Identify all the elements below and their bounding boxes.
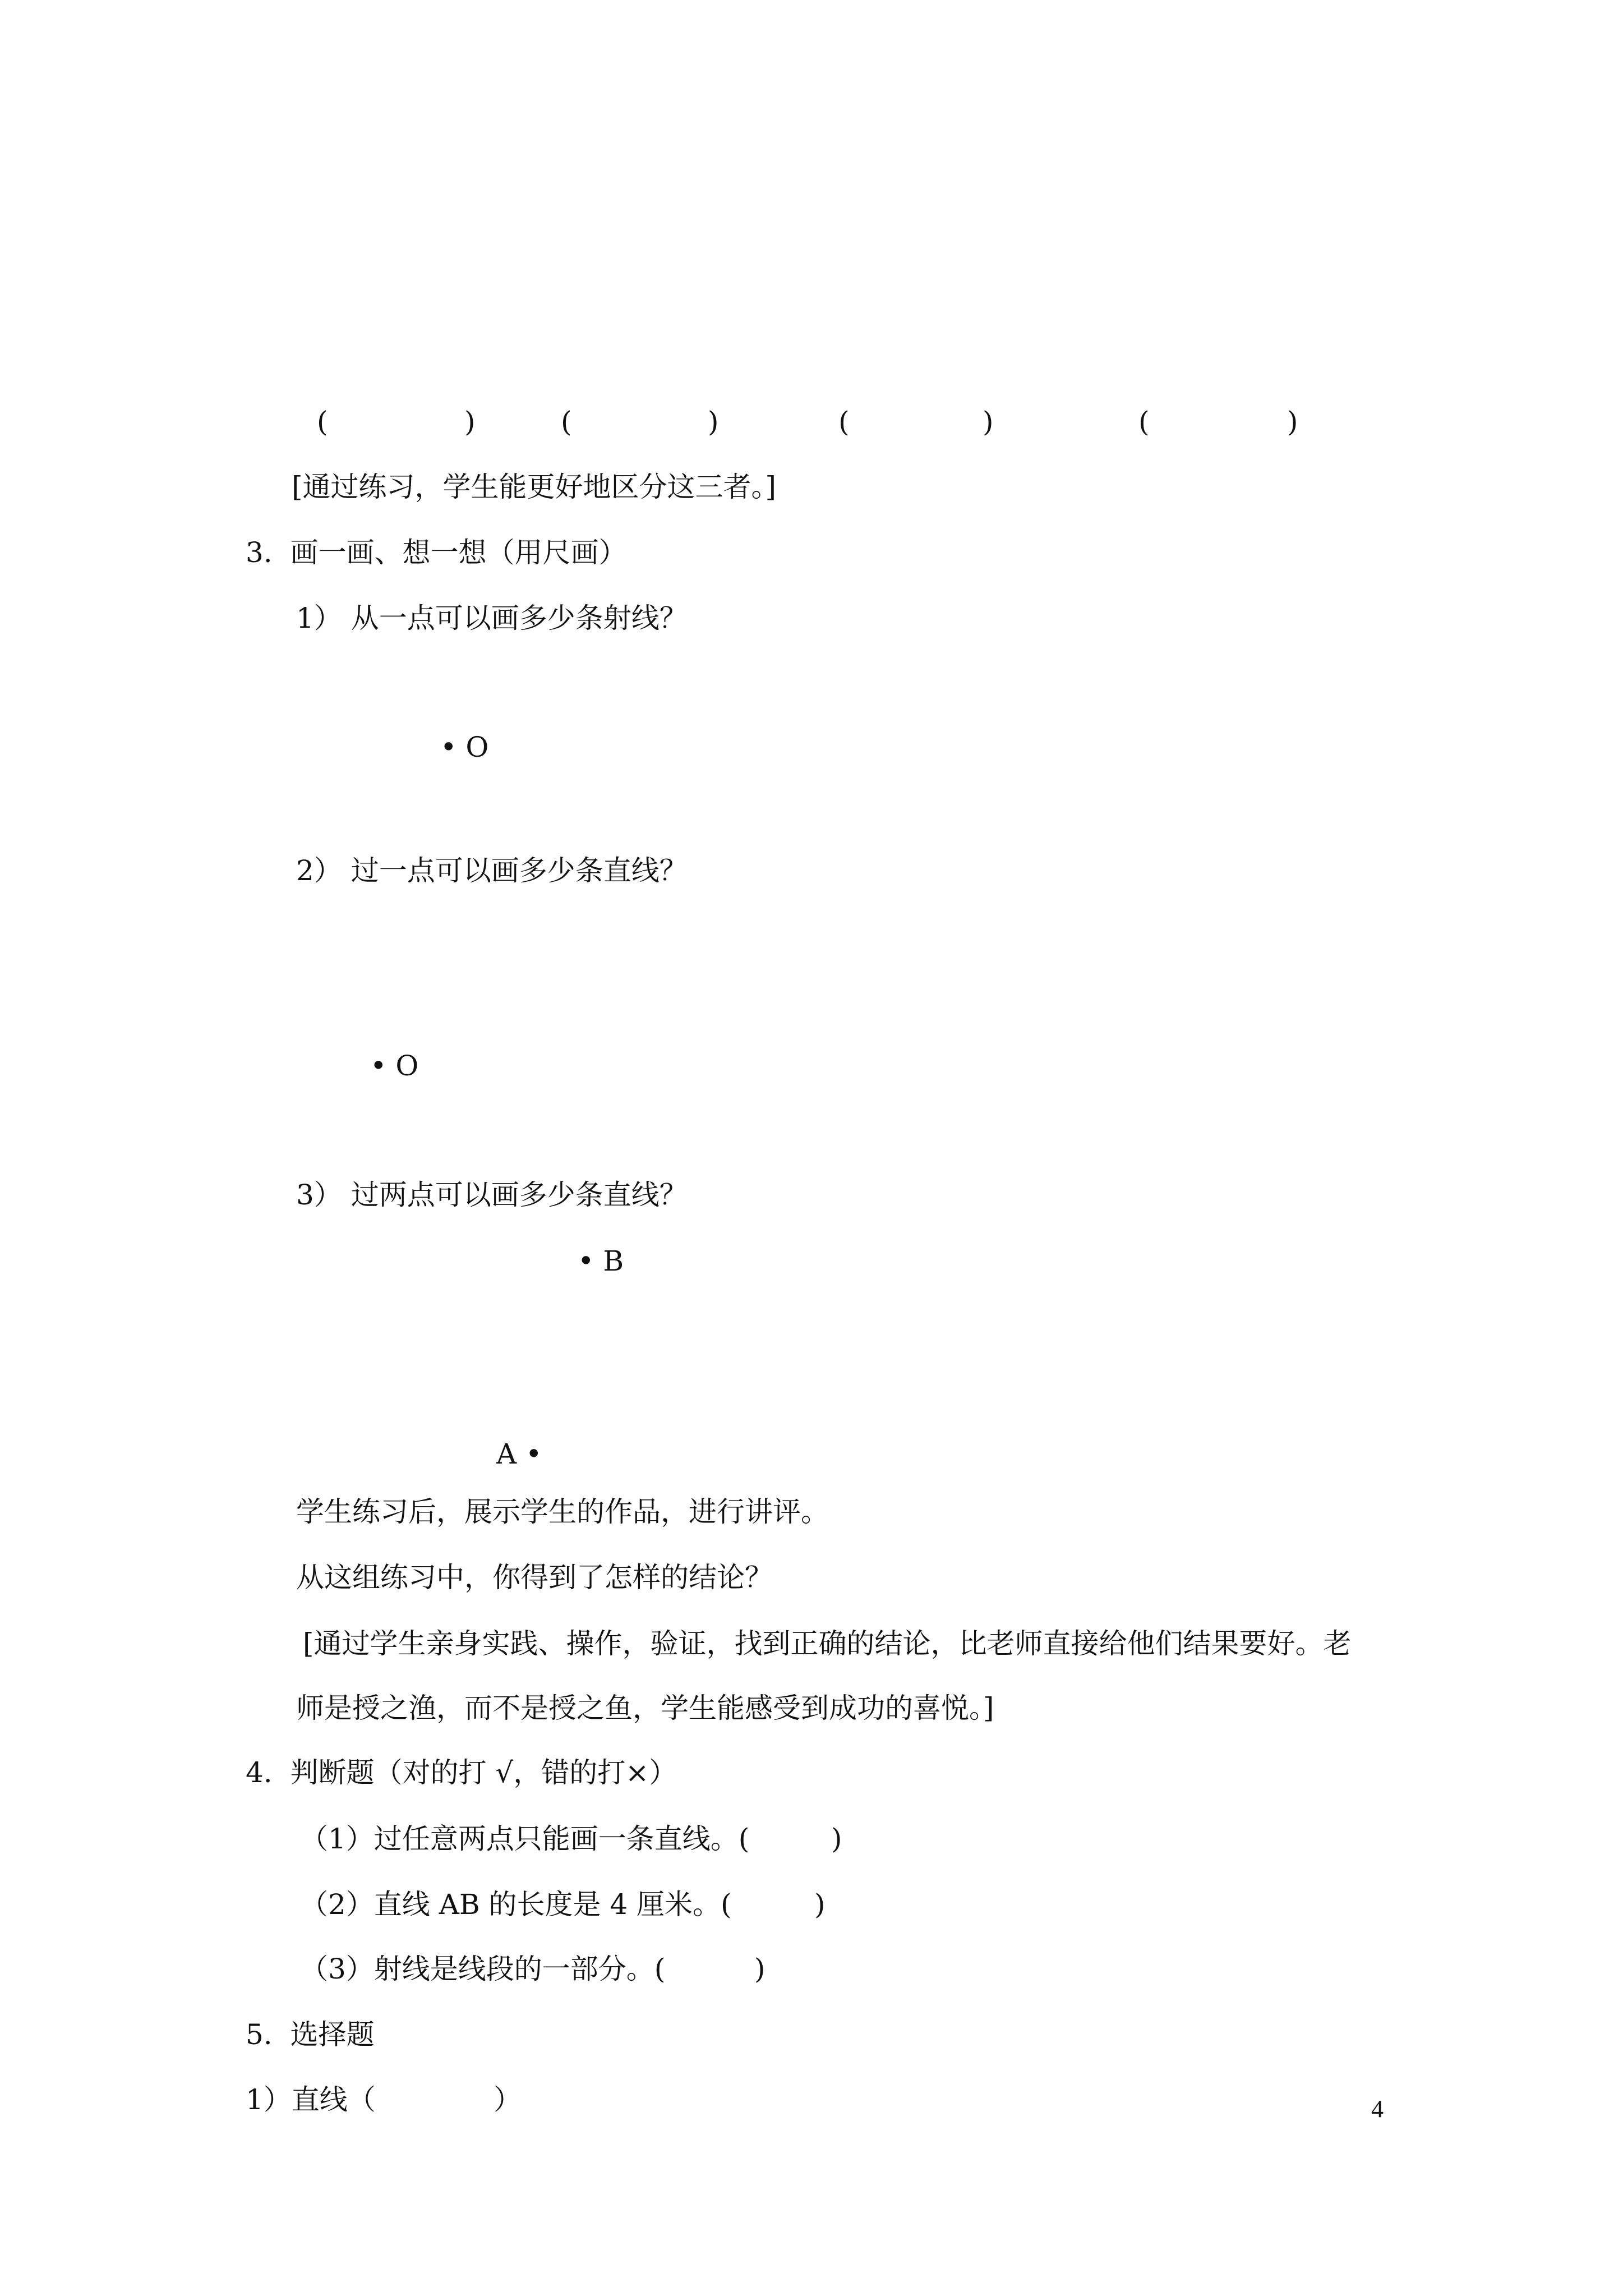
point-o-1: • O (440, 731, 489, 763)
question-5-title: 5. 选择题 (246, 2018, 375, 2051)
judge-item-3: （3）射线是线段的一部分。( (300, 1953, 666, 1985)
blank-3-close: ) (983, 406, 994, 438)
question-3-sub-2: 2） 过一点可以画多少条直线？ (296, 854, 688, 887)
judge-item-2: （2）直线 AB 的长度是 4 厘米。( (300, 1888, 732, 1921)
paragraph-review: 学生练习后，展示学生的作品，进行讲评。 (296, 1496, 829, 1528)
page-number: 4 (1371, 2095, 1384, 2123)
blank-1-close: ) (464, 406, 476, 438)
blank-4-close: ) (1287, 406, 1298, 438)
teaching-note-1: [通过练习，学生能更好地区分这三者。] (292, 471, 777, 503)
question-3-sub-3: 3） 过两点可以画多少条直线？ (296, 1179, 688, 1211)
blank-2-open: ( (561, 406, 572, 438)
judge-item-1: （1）过任意两点只能画一条直线。( (300, 1823, 750, 1855)
blank-1-open: ( (317, 406, 328, 438)
paragraph-conclusion: 从这组练习中，你得到了怎样的结论？ (296, 1561, 773, 1594)
teaching-note-2-line-1: [通过学生亲身实践、操作，验证，找到正确的结论，比老师直接给他们结果要好。老 (303, 1627, 1352, 1660)
question-4-title: 4. 判断题（对的打 √，错的打×） (246, 1756, 677, 1789)
blank-4-open: ( (1138, 406, 1150, 438)
choice-item-1-close: ） (494, 2083, 522, 2116)
point-o-2: • O (370, 1050, 419, 1082)
question-3-sub-1: 1） 从一点可以画多少条射线？ (296, 602, 688, 634)
point-b: • B (578, 1245, 624, 1277)
teaching-note-2-line-2: 师是授之渔，而不是授之鱼，学生能感受到成功的喜悦。] (296, 1692, 994, 1724)
judge-item-3-close: ) (754, 1953, 766, 1985)
judge-item-1-close: ) (831, 1823, 842, 1855)
judge-item-2-close: ) (814, 1888, 826, 1921)
question-3-title: 3. 画一画、想一想（用尺画） (246, 536, 627, 569)
choice-item-1: 1）直线（ (246, 2083, 376, 2116)
blank-2-close: ) (708, 406, 719, 438)
point-a: A • (496, 1438, 542, 1470)
blank-3-open: ( (838, 406, 850, 438)
